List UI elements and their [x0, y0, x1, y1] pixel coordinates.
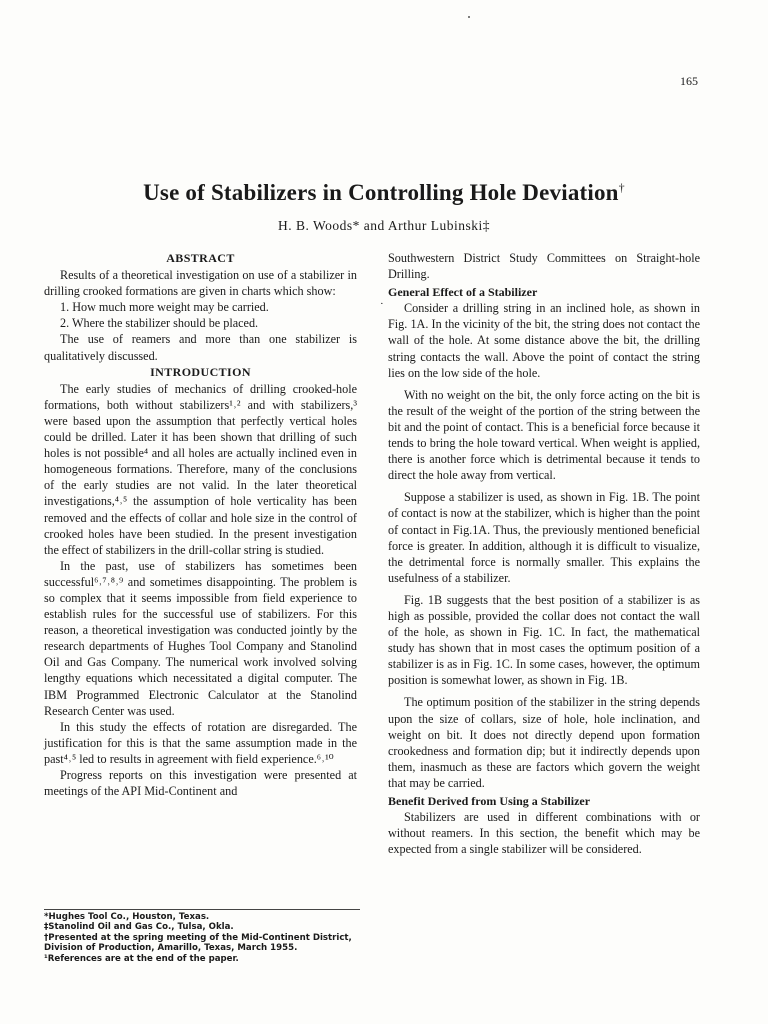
general-paragraph-4: Fig. 1B suggests that the best position of a stabilizer is as high as possible, provided the collar does not contact the wall of the hole, as shown in Fig. 1C. In fact, the mathematical study has shown that in most cases the optimum position of a stabilizer is as in Fig. 1C. In some cases, however, the optimum position is somewhat lower, as shown in Fig. 1B. [388, 592, 700, 688]
intro-paragraph-2: In the past, use of stabilizers has sometimes been successful⁶˒⁷˒⁸˒⁹ and sometimes disappointing. The problem is so complex that it seems impossible from field experience to establish rules for the successful use of stabilizers. For this reason, a theoretical investigation was conducted jointly by the research departments of Hughes Tool Company and Stanolind Oil and Gas Company. The numerical work involved solving lengthy equations which necessitated a digital computer. The IBM Programmed Electronic Calculator at the Stanolind Research Center was used. [44, 558, 357, 718]
abstract-close: The use of reamers and more than one stabilizer is qualitatively discussed. [44, 332, 357, 363]
abstract-heading: ABSTRACT [166, 251, 235, 265]
intro-paragraph-4: Progress reports on this investigation were presented at meetings of the API Mid-Continent and [44, 768, 357, 799]
margin-dot: · [380, 298, 384, 310]
introduction-heading: INTRODUCTION [150, 364, 251, 379]
footnote-hughes: *Hughes Tool Co., Houston, Texas. [44, 912, 210, 922]
footnote-stanolind: ‡Stanolind Oil and Gas Co., Tulsa, Okla. [44, 922, 234, 933]
paper-title [0, 180, 768, 206]
left-column [44, 250, 357, 799]
continued-paragraph: Southwestern District Study Committees on Straight-hole Drilling. [388, 251, 700, 282]
general-paragraph-3: Suppose a stabilizer is used, as shown in Fig. 1B. The point of contact is now at the stabilizer, which is higher than the point of contact in Fig.1A. Thus, the previously mentioned beneficial force is greater. In addition, although it is difficult to visualize, the detrimental force is normally smaller. This explains the usefulness of a stabilizer. [388, 490, 700, 585]
footnote-presented: †Presented at the spring meeting of the Mid-Continent District, [44, 932, 352, 943]
title-footnote-mark: † [618, 180, 625, 195]
general-effect-heading: General Effect of a Stabilizer [388, 285, 538, 300]
abstract-item-1: 1. How much more weight may be carried. [60, 300, 269, 315]
author-line: H. B. Woods* and Arthur Lubinski‡ [277, 218, 491, 233]
page-number: 165 [680, 74, 698, 88]
benefit-paragraph-1: Stabilizers are used in different combinations with or without reamers. In this section, the benefit which may be expected from a single stabilizer will be considered. [388, 810, 700, 857]
title-text: Use of Stabilizers in Controlling Hole Deviation [143, 180, 619, 205]
footnote-references: ¹References are at the end of the paper. [44, 953, 239, 964]
intro-paragraph-3: In this study the effects of rotation are disregarded. The justification for this is that the same assumption made in the past⁴˒⁵ led to results in agreement with field experience.⁶˒¹⁰ [44, 719, 357, 766]
scan-speck [468, 16, 470, 18]
general-paragraph-5: The optimum position of the stabilizer in the string depends upon the size of collars, size of hole, hole inclination, and weight on bit. It does not directly depend upon formation crookedness and formation dip; but it indirectly depends upon them, inasmuch as these are factors which govern the weight that may be carried. [388, 695, 700, 790]
right-column [388, 250, 700, 857]
footnotes [44, 909, 360, 964]
abstract-intro: Results of a theoretical investigation on use of a stabilizer in drilling crooked formations are given in charts which show: [44, 268, 357, 299]
abstract-item-2: 2. Where the stabilizer should be placed. [60, 316, 259, 331]
footnote-presented-cont: Division of Production, Amarillo, Texas, March 1955. [44, 943, 298, 954]
general-paragraph-1: Consider a drilling string in an inclined hole, as shown in Fig. 1A. In the vicinity of the bit, the string does not contact the wall of the hole. At some distance above the bit, the drilling string contacts the wall. Above the point of contact the string lies on the low side of the hole. [388, 301, 700, 380]
benefit-heading: Benefit Derived from Using a Stabilizer [388, 794, 591, 808]
intro-paragraph-1: The early studies of mechanics of drilling crooked-hole formations, both without stabilizers¹˒² and with stabilizers,³ were based upon the assumption that perfectly vertical holes could be drilled. Later it has been shown that drilling of such holes is not possible⁴ and all holes are actually inclined even in homogeneous formations. Therefore, many of the conclusions of the early studies are not valid. In the later theoretical investigations,⁴˒⁵ the assumption of hole verticality has been removed and the effects of collar and hole size in the control of crooked holes have been studied. In the present investigation the effect of stabilizers in the drill-collar string is studied. [44, 381, 357, 557]
general-paragraph-2: With no weight on the bit, the only force acting on the bit is the result of the weight of the portion of the string between the bit and the point of contact. This is a beneficial force because it tends to bring the hole toward vertical. When weight is applied, there is another force which is detrimental because it tends to direct the hole away from vertical. [388, 387, 700, 483]
